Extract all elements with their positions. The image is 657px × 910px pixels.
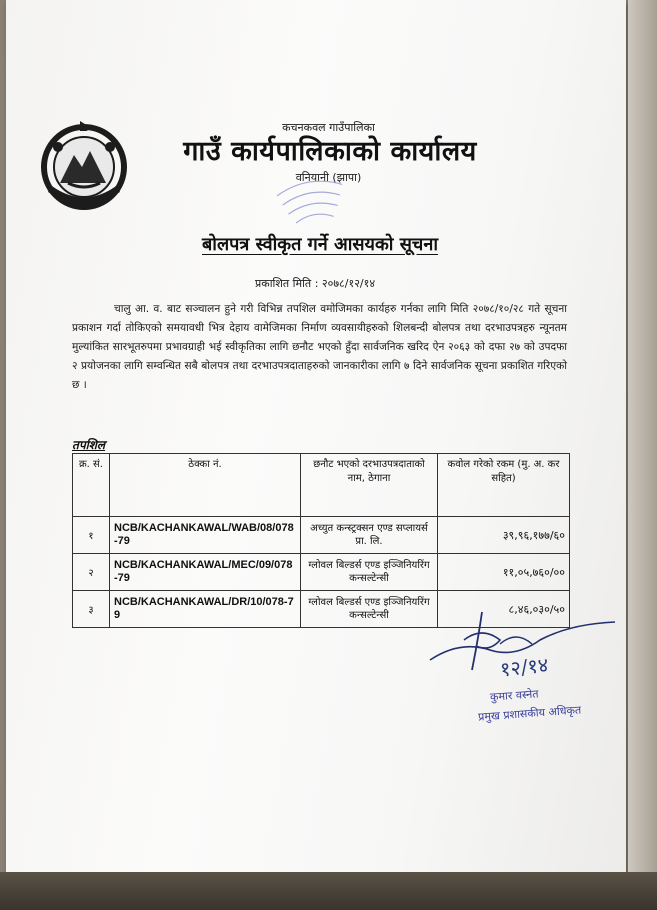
table-row	[73, 517, 570, 554]
row-amount: ८,४६,०३०/५०	[438, 591, 570, 628]
column-header-amount: कवोल गरेको रकम (मु. अ. कर सहित)	[438, 454, 570, 517]
municipality-name: कचनकवल गाउँपालिका	[282, 121, 375, 134]
row-amount: ३९,९६,१७७/६०	[438, 517, 570, 554]
table-row	[73, 554, 570, 591]
row-sn: २	[73, 554, 110, 591]
published-date: प्रकाशित मिति : २०७८/१२/१४	[255, 277, 376, 290]
office-address: वनियानी (झापा)	[295, 171, 362, 184]
signatory-title: प्रमुख प्रशासकीय अधिकृत	[477, 703, 582, 724]
row-bidder: अच्युत कन्स्ट्रक्सन एण्ड सप्लायर्स प्रा. लि.	[301, 517, 438, 554]
background-table-edge	[0, 872, 657, 910]
notice-title: बोलपत्र स्वीकृत गर्ने आसयको सूचना	[202, 234, 438, 255]
table-header-row	[73, 454, 570, 517]
office-title: गाउँ कार्यपालिकाको कार्यालय	[183, 136, 477, 167]
signature-date: १२/१४	[498, 652, 550, 682]
row-sn: १	[73, 517, 110, 554]
row-bidder: ग्लोवल बिल्डर्स एण्ड इञ्जिनियरिंग कन्सल्टेन्सी	[301, 591, 438, 628]
notice-body: चालु आ. व. बाट सञ्चालन हुने गरी विभिन्न तपशिल वमोजिमका कार्यहरु गर्नका लागि मिति २०७८/१०/२८ गते सूचना प्रकाशन गर्दा तोकिएको समयावधी भित्र देहाय वामेजिमका निर्माण व्यवसायीहरुको शिलबन्दी बोलपत्र तथा दरभाउपत्रहरु न्यूनतम मुल्यांकित सारभूतरुपमा प्रभावग्राही भई स्वीकृतिका लागि छनौट भएको हुँदा सार्वजनिक खरिद ऐन २०६३ को दफा २७ को उपदफा २ प्रयोजनका लागि सम्वन्धित सबै बोलपत्र तथा दरभाउपत्रदाताहरुको जानकारीका लागि ७ दिने सार्वजनिक सूचना प्रकाशित गरिएको छ ।	[72, 303, 567, 391]
row-bidder: ग्लोवल बिल्डर्स एण्ड इञ्जिनियरिंग कन्सल्टेन्सी	[301, 554, 438, 591]
row-sn: ३	[73, 591, 110, 628]
table-heading: तपशिल	[72, 438, 106, 452]
column-header-contract: ठेक्का नं.	[110, 454, 301, 517]
column-header-sn: क्र. सं.	[73, 454, 110, 517]
row-contract: NCB/KACHANKAWAL/MEC/09/078-79	[110, 554, 301, 591]
office-stamp-icon	[268, 170, 354, 226]
row-contract: NCB/KACHANKAWAL/DR/10/078-79	[110, 591, 301, 628]
column-header-bidder: छनौट भएको दरभाउपत्रदाताको नाम, ठेगाना	[301, 454, 438, 517]
row-contract: NCB/KACHANKAWAL/WAB/08/078-79	[110, 517, 301, 554]
row-amount: ११,०५,७६०/००	[438, 554, 570, 591]
signatory-name: कुमार वस्नेत	[489, 687, 539, 704]
